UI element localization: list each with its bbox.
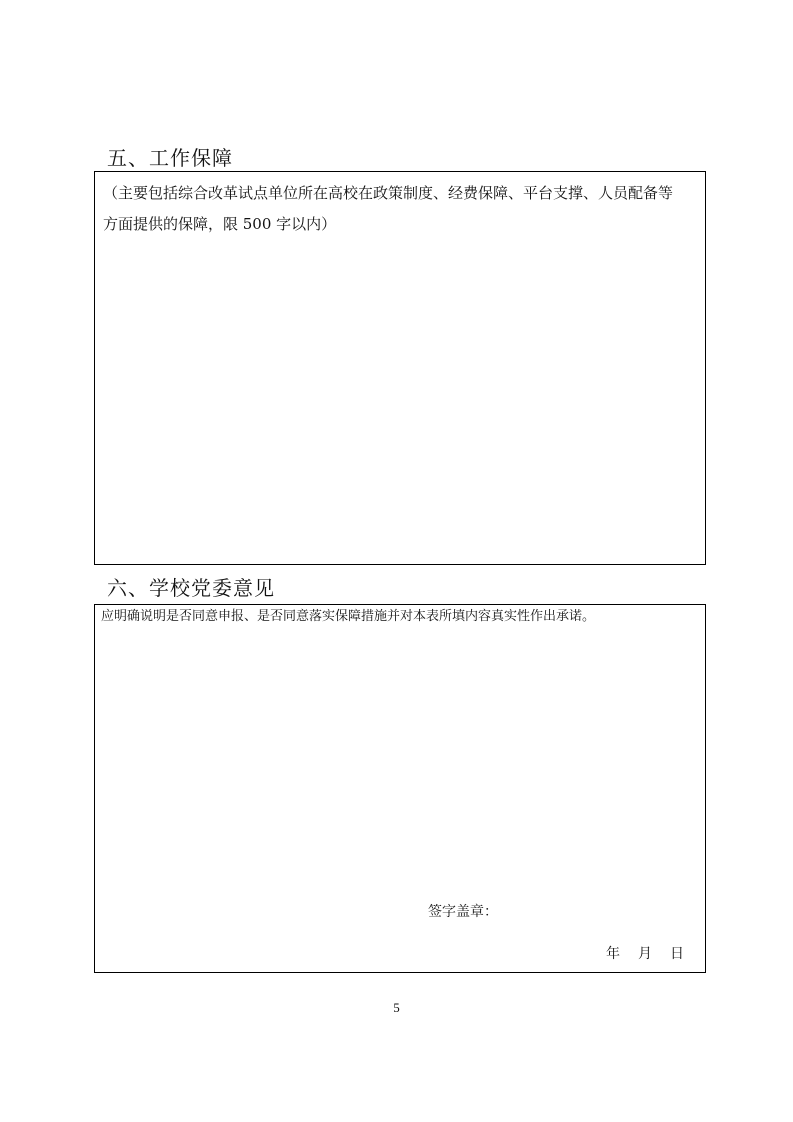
instruction-line-1: （主要包括综合改革试点单位所在高校在政策制度、经费保障、平台支撑、人员配备等 [103,184,674,202]
signature-label: 签字盖章： [428,904,498,920]
date-day: 日 [670,946,684,962]
work-guarantee-box[interactable] [94,171,706,565]
date-line [606,943,684,963]
section6-heading: 六、学校党委意见 [107,576,275,600]
instruction-line-2: 方面提供的保障，限 500 字以内） [103,215,337,233]
party-committee-opinion-box[interactable] [94,604,706,973]
page-number: 5 [393,1000,400,1015]
section5-heading: 五、工作保障 [107,146,233,170]
date-year: 年 [606,946,620,962]
date-month: 月 [638,946,652,962]
work-guarantee-instruction [103,178,699,240]
party-committee-instruction: 应明确说明是否同意申报、是否同意落实保障措施并对本表所填内容真实性作出承诺。 [101,609,596,624]
